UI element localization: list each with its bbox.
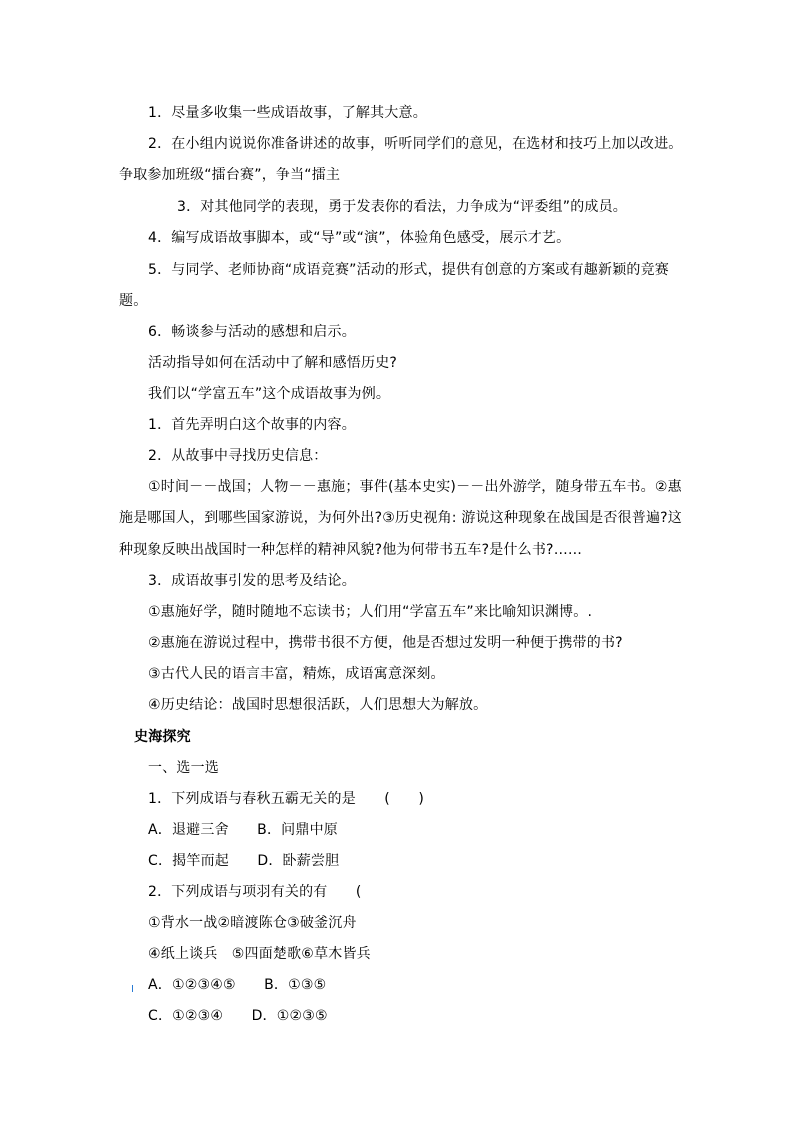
text-line-30: C．①②③④ D．①②③⑤ [148,1008,328,1024]
text-line-15: 种现象反映出战国时一种怎样的精神风貌?他为何带书五车?是什么书?…… [119,542,583,558]
text-line-26: 2．下列成语与项羽有关的有 ( [148,884,362,900]
text-line-9: 活动指导如何在活动中了解和感悟历史? [148,355,398,371]
text-line-17: ①惠施好学，随时随地不忘读书；人们用“学富五车”来比喻知识渊博。. [148,604,593,620]
text-line-8: 6．畅谈参与活动的感想和启示。 [148,324,356,340]
text-line-27: ①背水一战②暗渡陈仓③破釜沉舟 [148,915,357,931]
text-line-18: ②惠施在游说过程中，携带书很不方便，他是否想过发明一种便于携带的书? [148,635,623,651]
text-line-23: 1．下列成语与春秋五霸无关的是 ( ) [148,791,425,807]
text-line-22: 一、选一选 [148,760,219,776]
text-line-3: 争取参加班级“擂台赛”，争当“擂主 [119,167,341,183]
text-line-7: 题。 [119,293,148,309]
text-line-12: 2．从故事中寻找历史信息： [148,448,328,464]
text-line-13: ①时间－－战国；人物－－惠施；事件(基本史实)－－出外游学，随身带五车书。②惠 [148,479,682,495]
text-line-19: ③古代人民的语言丰富，精炼，成语寓意深刻。 [148,666,445,682]
text-line-6: 5．与同学、老师协商“成语竞赛”活动的形式，提供有创意的方案或有趣新颖的竞赛 [148,262,670,278]
text-line-14: 施是哪国人，到哪些国家游说，为何外出?③历史视角: 游说这种现象在战国是否很普遍?这 [119,510,682,526]
section-heading: 史海探究 [134,729,191,745]
text-line-24: A．退避三舍 B．问鼎中原 [148,822,338,838]
text-line-4: 3．对其他同学的表现，勇于发表你的看法，力争成为“评委组”的成员。 [177,199,628,215]
text-line-10: 我们以“学富五车”这个成语故事为例。 [148,386,391,402]
text-line-11: 1．首先弄明白这个故事的内容。 [148,417,356,433]
text-line-20: ④历史结论：战国时思想很活跃，人们思想大为解放。 [148,697,488,713]
text-line-16: 3．成语故事引发的思考及结论。 [148,573,356,589]
text-line-28: ④纸上谈兵 ⑤四面楚歌⑥草木皆兵 [148,946,371,962]
text-line-5: 4．编写成语故事脚本，或“导”或“演”，体验角色感受，展示才艺。 [148,230,571,246]
text-line-25: C．揭竿而起 D．卧薪尝胆 [148,853,340,869]
text-line-2: 2．在小组内说说你准备讲述的故事，听听同学们的意见，在选材和技巧上加以改进。 [148,136,683,152]
text-line-29: A．①②③④⑤ B．①③⑤ [148,977,327,993]
text-line-1: 1．尽量多收集一些成语故事，了解其大意。 [148,105,427,121]
text-cursor-mark [132,985,133,992]
